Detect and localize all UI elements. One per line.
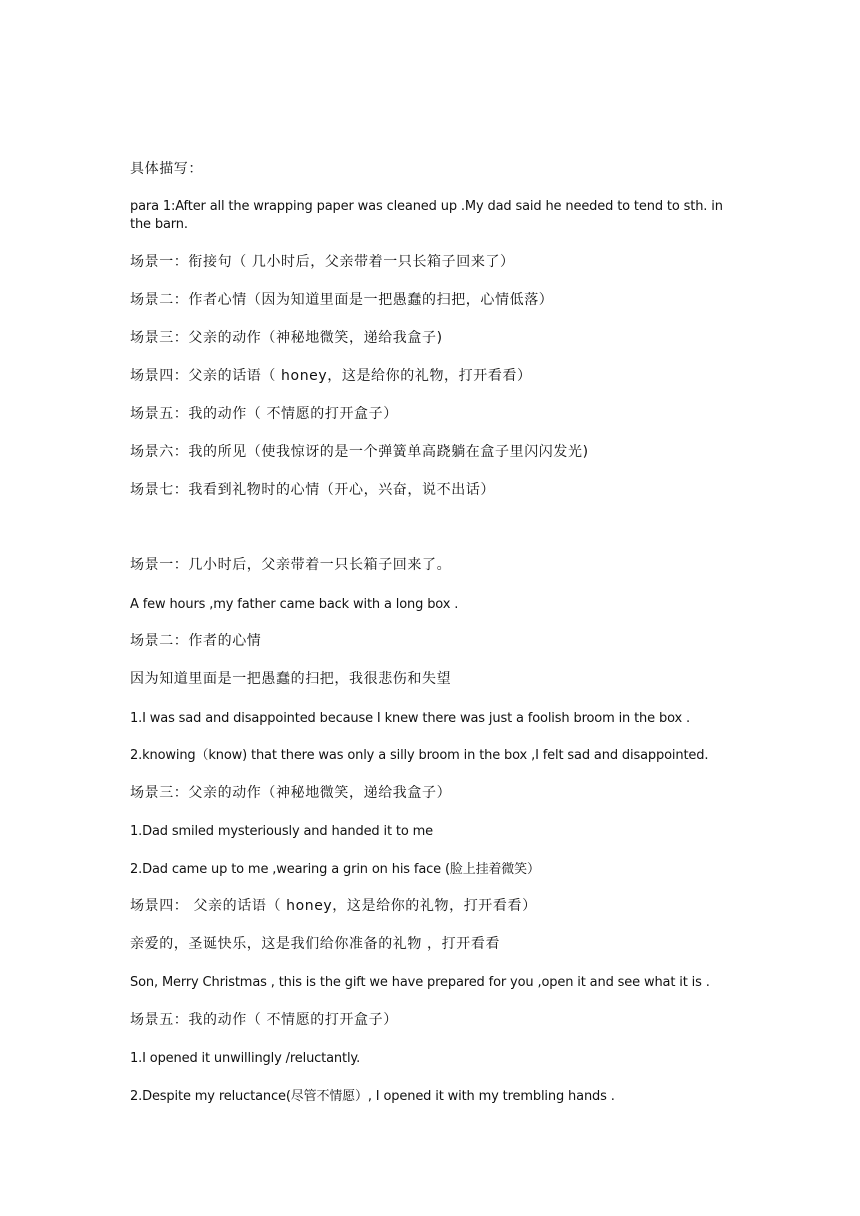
detail-scene-5-title: 场景五：我的动作（ 不情愿的打开盒子） xyxy=(130,1012,398,1028)
outline-scene-6: 场景六：我的所见（使我惊讶的是一个弹簧单高跷躺在盒子里闪闪发光) xyxy=(130,444,589,460)
outline-scene-3: 场景三：父亲的动作（神秘地微笑，递给我盒子) xyxy=(130,330,443,346)
document-page xyxy=(130,0,740,1216)
detail-scene-4-chinese: 亲爱的，圣诞快乐，这是我们给你准备的礼物 ，打开看看 xyxy=(130,936,501,952)
detail-scene-1-title: 场景一：几小时后，父亲带着一只长箱子回来了。 xyxy=(130,557,452,573)
detail-scene-3-english-1: 1.Dad smiled mysteriously and handed it to me xyxy=(130,824,433,839)
outline-scene-2: 场景二：作者心情（因为知道里面是一把愚蠢的扫把，心情低落） xyxy=(130,292,554,308)
detail-scene-5-english-1: 1.I opened it unwillingly /reluctantly. xyxy=(130,1051,361,1066)
detail-scene-1-english: A few hours ,my father came back with a long box . xyxy=(130,597,459,612)
outline-scene-4: 场景四：父亲的话语（ honey，这是给你的礼物，打开看看） xyxy=(130,368,532,384)
detail-scene-2-chinese: 因为知道里面是一把愚蠢的扫把，我很悲伤和失望 xyxy=(130,671,452,687)
outline-scene-7: 场景七：我看到礼物时的心情（开心，兴奋，说不出话） xyxy=(130,482,495,498)
outline-scene-5: 场景五：我的动作（ 不情愿的打开盒子） xyxy=(130,406,398,422)
detail-scene-3-english-2: 2.Dad came up to me ,wearing a grin on his face (脸上挂着微笑） xyxy=(130,862,540,877)
detail-scene-2-title: 场景二：作者的心情 xyxy=(130,633,262,649)
detail-scene-2-english-2: 2.knowing（know) that there was only a silly broom in the box ,I felt sad and disappointed. xyxy=(130,748,709,763)
detail-scene-4-english: Son, Merry Christmas , this is the gift we have prepared for you ,open it and see what it is . xyxy=(130,975,710,990)
detail-scene-5-english-2: 2.Despite my reluctance(尽管不情愿）, I opened it with my trembling hands . xyxy=(130,1089,615,1104)
para1-summary: para 1:After all the wrapping paper was cleaned up .My dad said he needed to tend to sth. in the barn. xyxy=(130,199,723,232)
detail-scene-2-english-1: 1.I was sad and disappointed because I knew there was just a foolish broom in the box . xyxy=(130,711,690,726)
detail-scene-3-title: 场景三：父亲的动作（神秘地微笑，递给我盒子） xyxy=(130,785,452,801)
outline-scene-1: 场景一：衔接句（ 几小时后，父亲带着一只长箱子回来了） xyxy=(130,254,515,270)
section-heading: 具体描写： xyxy=(130,161,203,177)
detail-scene-4-title: 场景四： 父亲的话语（ honey，这是给你的礼物，打开看看） xyxy=(130,898,537,914)
